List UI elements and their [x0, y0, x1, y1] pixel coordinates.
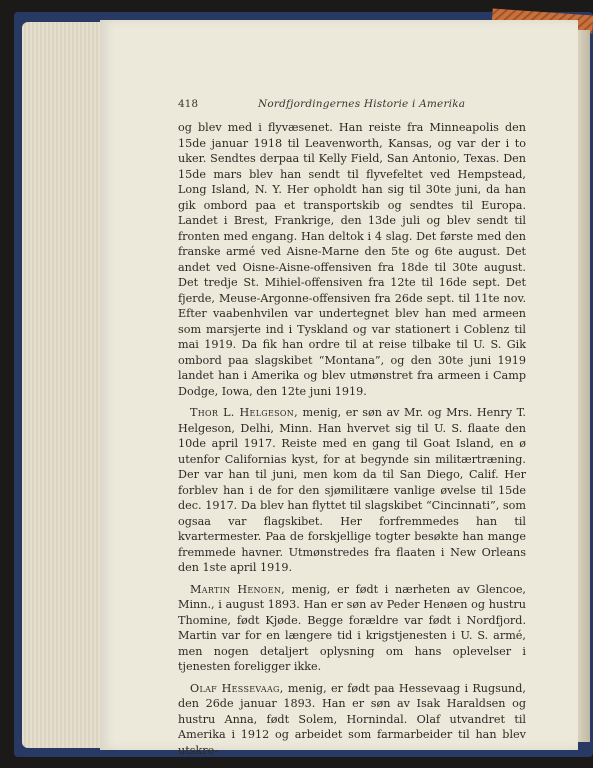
paragraph: [178, 582, 526, 675]
paragraph-text: menig, er søn av Mr. og Mrs. Henry T. Helgeson, Delhi, Minn. Han hvervet sig til U. S. flaate den 10de april 1917. Reiste med en gang til Goat Island, en ø utenfor Californias kyst, for at begynde sin militærtræning. Der var han til juni, men kom da til San Diego, Calif. Her forblev han i de for den sjømilitære vanlige øvelse til 15de dec. 1917. Da blev han flyttet til slagskibet “Cincinnati”, som ogsaa var flagskibet. Her forfremmedes han til kvartermester. Paa de forskjellige togter besøkte han mange fremmede havner. Utmønstredes fra flaaten i New Orleans den 1ste april 1919.: [178, 406, 526, 574]
person-name: Thor L. Helgeson,: [190, 406, 298, 419]
paragraph: [178, 681, 526, 759]
page-body: [178, 120, 526, 764]
person-name: Martin Henoen,: [190, 582, 285, 596]
paragraph-text: og blev med i flyvæsenet. Han reiste fra Minneapolis den 15de januar 1918 til Leavenworth, Kansas, og var der i to uker. Sendtes derpaa til Kelly Field, San Antonio, Texas. Den 15de mars blev han sendt til flyvefeltet ved Hempstead, Long Island, N. Y. Her opholdt han sig til 30te juni, da han gik ombord paa et transportskib og sendtes til Europa. Landet i Brest, Frankrige, den 13de juli og blev sendt til fronten med engang. Han deltok i 4 slag. Det første med den franske armé ved Aisne-Marne den 5te og 6te august. Det andet ved Oisne-Aisne-offensiven fra 18de til 30te august. Det tredje St. Mihiel-offensiven fra 12te til 16de sept. Det fjerde, Meuse-Argonne-offensiven fra 26de sept. til 11te nov. Efter vaabenhvilen var undertegnet blev han med armeen som marsjerte ind i Tyskland og var stationert i Coblenz til mai 1919. Da fik han ordre til at reise tilbake til U. S. Gik ombord paa slagskibet “Montana”, og den 30te juni 1919 landet han i Amerika og blev utmønstret fra armeen i Camp Dodge, Iowa, den 12te juni 1919.: [178, 121, 526, 398]
page-number: 418: [178, 98, 199, 110]
paragraph: [178, 120, 526, 399]
person-name: Olaf Hessevaag,: [190, 681, 284, 695]
right-page-edge: [578, 30, 590, 742]
paragraph-text: menig, er født i nærheten av Glencoe, Minn., i august 1893. Han er søn av Peder Henøen og hustru Thomine, født Kjøde. Begge forældre var født i Nordfjord. Martin var for en længere tid i krigstjenesten i U. S. armé, men nogen detaljert oplysning om hans oplevelser i tjenesten foreligger ikke.: [178, 582, 526, 673]
running-title: Nordfjordingernes Historie i Amerika: [258, 98, 466, 110]
paragraph: [178, 405, 526, 576]
page-header: [178, 98, 478, 110]
paragraph-text: menig, er født paa Hessevaag i Rugsund, den 26de januar 1893. Han er søn av Isak Haraldsen og hustru Anna, født Solem, Hornindal. Olaf utvandret til Amerika i 1912 og arbeidet som farmarbeider til han blev utskre-: [178, 681, 526, 757]
page-edges: [22, 22, 102, 748]
